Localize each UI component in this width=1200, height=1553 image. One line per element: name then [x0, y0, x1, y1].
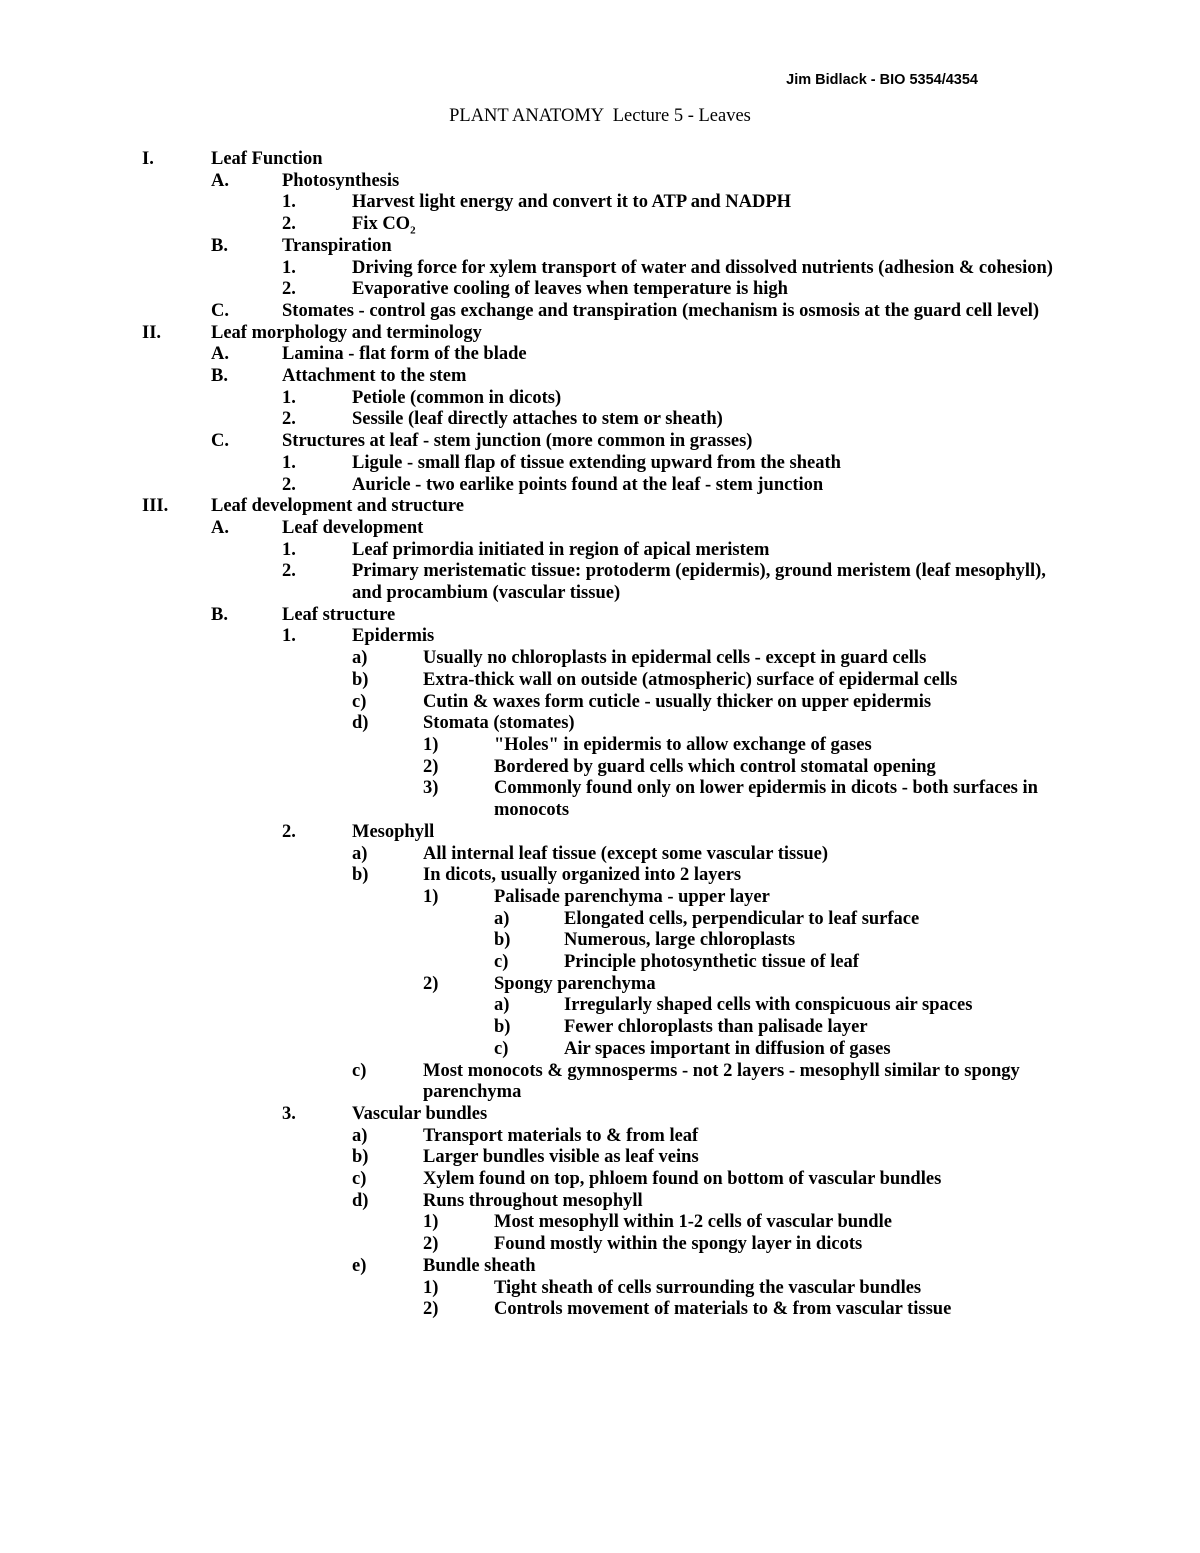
- outline-item: [0, 236, 1200, 258]
- outline-text: [423, 1169, 1073, 1191]
- outline-text-content: Bundle sheath: [423, 1255, 536, 1276]
- outline-text-content: Structures at leaf - stem junction (more common in grasses): [282, 431, 753, 452]
- outline-item: [0, 518, 1200, 540]
- outline-item: [0, 1104, 1200, 1126]
- outline-text-content: Irregularly shaped cells with conspicuous air spaces: [564, 995, 973, 1016]
- outline-text-content: Primary meristematic tissue: protoderm (epidermis), ground meristem (leaf mesophyll), and procambium (vascular tissue): [352, 561, 1046, 604]
- outline-marker: C.: [211, 300, 229, 321]
- outline-item: [0, 844, 1200, 866]
- outline-text-content: Leaf primordia initiated in region of apical meristem: [352, 539, 770, 560]
- outline-marker: B.: [211, 235, 228, 256]
- outline-text-content: Photosynthesis: [282, 170, 400, 191]
- outline-text: [282, 301, 1072, 323]
- outline-marker: b): [352, 669, 369, 690]
- outline-text: [423, 670, 1073, 692]
- outline-text-content: Usually no chloroplasts in epidermal cells - except in guard cells: [423, 648, 927, 669]
- outline-text: [352, 822, 1072, 844]
- outline-item: [0, 952, 1200, 974]
- outline-text-content: Fix CO: [352, 214, 411, 235]
- outline-text-content: Leaf morphology and terminology: [211, 322, 482, 343]
- outline-marker: II.: [142, 322, 162, 343]
- outline-marker: c): [494, 952, 509, 973]
- outline-item: [0, 995, 1200, 1017]
- outline-item: [0, 713, 1200, 735]
- outline-text-content: Most mesophyll within 1-2 cells of vascular bundle: [494, 1212, 892, 1233]
- outline-marker: 2.: [282, 561, 296, 582]
- outline-text: [282, 431, 1072, 453]
- outline-marker: 2.: [282, 409, 296, 430]
- outline-item: [0, 865, 1200, 887]
- outline-text-content: Commonly found only on lower epidermis in dicots - both surfaces in monocots: [494, 778, 1038, 821]
- outline-text-content: Evaporative cooling of leaves when temperature is high: [352, 279, 788, 300]
- outline-item: [0, 1299, 1200, 1321]
- outline-text: [352, 214, 1072, 236]
- outline-item: [0, 366, 1200, 388]
- outline-item: [0, 1126, 1200, 1148]
- outline-text: [494, 778, 1064, 821]
- outline-text: [494, 974, 1064, 996]
- outline-item: [0, 1256, 1200, 1278]
- outline-item: [0, 909, 1200, 931]
- outline-marker: c): [352, 1060, 367, 1081]
- outline-text: [494, 1299, 1064, 1321]
- outline-text: [423, 648, 1073, 670]
- outline-text: [494, 735, 1064, 757]
- outline-item: [0, 1234, 1200, 1256]
- outline-marker: 1): [423, 734, 439, 755]
- outline-item: [0, 1017, 1200, 1039]
- author-course-header: Jim Bidlack - BIO 5354/4354: [786, 72, 978, 88]
- outline-text-content: Ligule - small flap of tissue extending upward from the sheath: [352, 452, 841, 473]
- outline-text: [423, 1147, 1073, 1169]
- outline-item: [0, 1278, 1200, 1300]
- outline-item: [0, 648, 1200, 670]
- outline-text: [423, 713, 1073, 735]
- outline-text-content: Leaf structure: [282, 604, 396, 625]
- outline-marker: b): [494, 930, 511, 951]
- outline-marker: 2): [423, 1299, 439, 1320]
- outline-marker: 1.: [282, 257, 296, 278]
- outline-text: [282, 344, 1072, 366]
- outline-marker: B.: [211, 604, 228, 625]
- outline-text: [282, 366, 1072, 388]
- outline-text: [423, 865, 1073, 887]
- outline-item: [0, 344, 1200, 366]
- outline-marker: 1.: [282, 539, 296, 560]
- outline-item: [0, 692, 1200, 714]
- outline-text-content: Leaf development and structure: [211, 496, 464, 517]
- outline-text-content: Spongy parenchyma: [494, 973, 656, 994]
- outline-text: [423, 844, 1073, 866]
- outline-text: [494, 1278, 1064, 1300]
- outline-marker: 1.: [282, 452, 296, 473]
- outline-text-content: Attachment to the stem: [282, 366, 467, 387]
- outline-marker: 3): [423, 778, 439, 799]
- outline-text: [352, 561, 1072, 604]
- outline-text: [352, 192, 1072, 214]
- outline-item: [0, 757, 1200, 779]
- outline-item: [0, 496, 1200, 518]
- outline-item: [0, 1212, 1200, 1234]
- outline-marker: c): [352, 1169, 367, 1190]
- outline-text-content: Palisade parenchyma - upper layer: [494, 886, 770, 907]
- outline-item: [0, 279, 1200, 301]
- outline-text: [494, 1212, 1064, 1234]
- outline-text-content: Driving force for xylem transport of water and dissolved nutrients (adhesion & cohesion): [352, 257, 1053, 278]
- outline-marker: III.: [142, 496, 169, 517]
- outline-text-content: Auricle - two earlike points found at the leaf - stem junction: [352, 474, 824, 495]
- outline-text: [494, 1234, 1064, 1256]
- outline-marker: a): [494, 908, 510, 929]
- outline-text-content: Sessile (leaf directly attaches to stem or sheath): [352, 409, 723, 430]
- outline-item: [0, 778, 1200, 821]
- outline-item: [0, 930, 1200, 952]
- outline-marker: 1): [423, 886, 439, 907]
- outline-text: [352, 540, 1072, 562]
- outline-marker: a): [352, 1125, 368, 1146]
- outline-marker: b): [352, 1147, 369, 1168]
- outline-text-content: Controls movement of materials to & from vascular tissue: [494, 1299, 952, 1320]
- outline-text-content: Harvest light energy and convert it to ATP and NADPH: [352, 192, 792, 213]
- outline-text: [282, 171, 1072, 193]
- outline-text: [423, 1191, 1073, 1213]
- subscript: 2: [410, 224, 416, 237]
- outline-marker: c): [494, 1038, 509, 1059]
- outline-text-content: Found mostly within the spongy layer in dicots: [494, 1234, 863, 1255]
- outline-text: [564, 909, 1064, 931]
- outline-text: [352, 475, 1072, 497]
- outline-text-content: Tight sheath of cells surrounding the vascular bundles: [494, 1277, 922, 1298]
- outline-marker: 2): [423, 973, 439, 994]
- outline-marker: a): [352, 648, 368, 669]
- outline-item: [0, 323, 1200, 345]
- outline-marker: b): [352, 865, 369, 886]
- outline-text-content: Runs throughout mesophyll: [423, 1190, 643, 1211]
- outline-text: [352, 409, 1072, 431]
- outline-text: [352, 1104, 1072, 1126]
- outline-marker: A.: [211, 344, 229, 365]
- page-title: PLANT ANATOMY Lecture 5 - Leaves: [449, 106, 751, 126]
- outline-text-content: Lamina - flat form of the blade: [282, 344, 527, 365]
- outline-marker: 1): [423, 1212, 439, 1233]
- outline-item: [0, 1147, 1200, 1169]
- outline-text-content: Larger bundles visible as leaf veins: [423, 1147, 699, 1168]
- outline-text: [564, 952, 1064, 974]
- outline-text: [564, 930, 1064, 952]
- outline-text-content: Transpiration: [282, 235, 392, 256]
- outline-text: [352, 453, 1072, 475]
- outline-marker: 2): [423, 1234, 439, 1255]
- outline-marker: c): [352, 691, 367, 712]
- outline-marker: A.: [211, 170, 229, 191]
- outline-text: [282, 605, 1072, 627]
- outline-marker: 2): [423, 756, 439, 777]
- outline-item: [0, 192, 1200, 214]
- outline-text-content: Transport materials to & from leaf: [423, 1125, 699, 1146]
- outline-item: [0, 171, 1200, 193]
- outline-item: [0, 1061, 1200, 1104]
- outline-text: [282, 518, 1072, 540]
- outline-item: [0, 431, 1200, 453]
- outline-text-content: Bordered by guard cells which control stomatal opening: [494, 756, 936, 777]
- outline-text: [211, 496, 1071, 518]
- outline-text: [564, 1039, 1064, 1061]
- outline-item: [0, 214, 1200, 236]
- outline-text: [282, 236, 1072, 258]
- outline-marker: 2.: [282, 474, 296, 495]
- outline-text: [423, 1256, 1073, 1278]
- outline-item: [0, 887, 1200, 909]
- outline-item: [0, 1169, 1200, 1191]
- outline-item: [0, 258, 1200, 280]
- outline-marker: 2.: [282, 279, 296, 300]
- outline-text: [423, 1061, 1073, 1104]
- outline-text: [211, 149, 1071, 171]
- outline-text-content: All internal leaf tissue (except some vascular tissue): [423, 843, 829, 864]
- outline-text-content: Elongated cells, perpendicular to leaf surface: [564, 908, 920, 929]
- outline-text-content: Petiole (common in dicots): [352, 387, 562, 408]
- outline-marker: a): [494, 995, 510, 1016]
- outline-item: [0, 453, 1200, 475]
- outline-text-content: "Holes" in epidermis to allow exchange of gases: [494, 734, 872, 755]
- outline-text: [352, 279, 1072, 301]
- outline-item: [0, 735, 1200, 757]
- outline-item: [0, 1191, 1200, 1213]
- outline-item: [0, 561, 1200, 604]
- outline-marker: 1.: [282, 387, 296, 408]
- outline-text: [423, 692, 1073, 714]
- outline-item: [0, 605, 1200, 627]
- outline-marker: d): [352, 713, 369, 734]
- outline-item: [0, 670, 1200, 692]
- outline-text-content: Cutin & waxes form cuticle - usually thicker on upper epidermis: [423, 691, 932, 712]
- outline-text-content: Stomata (stomates): [423, 713, 575, 734]
- outline-text-content: Epidermis: [352, 626, 435, 647]
- outline-text: [564, 1017, 1064, 1039]
- outline-marker: 2.: [282, 821, 296, 842]
- outline-item: [0, 1039, 1200, 1061]
- outline-marker: b): [494, 1017, 511, 1038]
- outline-item: [0, 409, 1200, 431]
- outline-marker: I.: [142, 149, 154, 169]
- outline-text-content: Leaf Function: [211, 149, 323, 169]
- outline-item: [0, 540, 1200, 562]
- outline-text-content: Vascular bundles: [352, 1103, 488, 1124]
- outline-item: [0, 626, 1200, 648]
- outline-text-content: Leaf development: [282, 517, 424, 538]
- outline-item: [0, 475, 1200, 497]
- outline-text-content: Mesophyll: [352, 821, 435, 842]
- outline-text: [494, 887, 1064, 909]
- outline-marker: e): [352, 1255, 367, 1276]
- outline-marker: 1.: [282, 192, 296, 213]
- outline-text-content: In dicots, usually organized into 2 layers: [423, 865, 742, 886]
- outline-text: [564, 995, 1064, 1017]
- outline-text-content: Air spaces important in diffusion of gases: [564, 1038, 891, 1059]
- outline-marker: C.: [211, 431, 229, 452]
- outline-item: [0, 974, 1200, 996]
- outline-item: [0, 301, 1200, 323]
- outline-text: [352, 258, 1072, 280]
- outline-text: [423, 1126, 1073, 1148]
- outline-text: [352, 626, 1072, 648]
- outline-marker: B.: [211, 366, 228, 387]
- outline-text: [352, 388, 1072, 410]
- outline-marker: 1.: [282, 626, 296, 647]
- outline-text-content: Principle photosynthetic tissue of leaf: [564, 952, 859, 973]
- outline-text-content: Xylem found on top, phloem found on bottom of vascular bundles: [423, 1169, 942, 1190]
- outline-item: [0, 822, 1200, 844]
- outline-text-content: Stomates - control gas exchange and transpiration (mechanism is osmosis at the guard cell level): [282, 300, 1040, 321]
- outline-item: [0, 388, 1200, 410]
- lecture-outline: [0, 149, 1200, 1321]
- outline-marker: A.: [211, 517, 229, 538]
- outline-text-content: Extra-thick wall on outside (atmospheric) surface of epidermal cells: [423, 669, 958, 690]
- outline-text: [211, 323, 1071, 345]
- outline-marker: 1): [423, 1277, 439, 1298]
- outline-marker: a): [352, 843, 368, 864]
- outline-marker: d): [352, 1190, 369, 1211]
- outline-marker: 3.: [282, 1103, 296, 1124]
- outline-text: [494, 757, 1064, 779]
- outline-marker: 2.: [282, 214, 296, 235]
- outline-item: [0, 149, 1200, 171]
- outline-text-content: Most monocots & gymnosperms - not 2 layers - mesophyll similar to spongy parenchyma: [423, 1060, 1020, 1103]
- outline-text-content: Numerous, large chloroplasts: [564, 930, 796, 951]
- outline-text-content: Fewer chloroplasts than palisade layer: [564, 1017, 868, 1038]
